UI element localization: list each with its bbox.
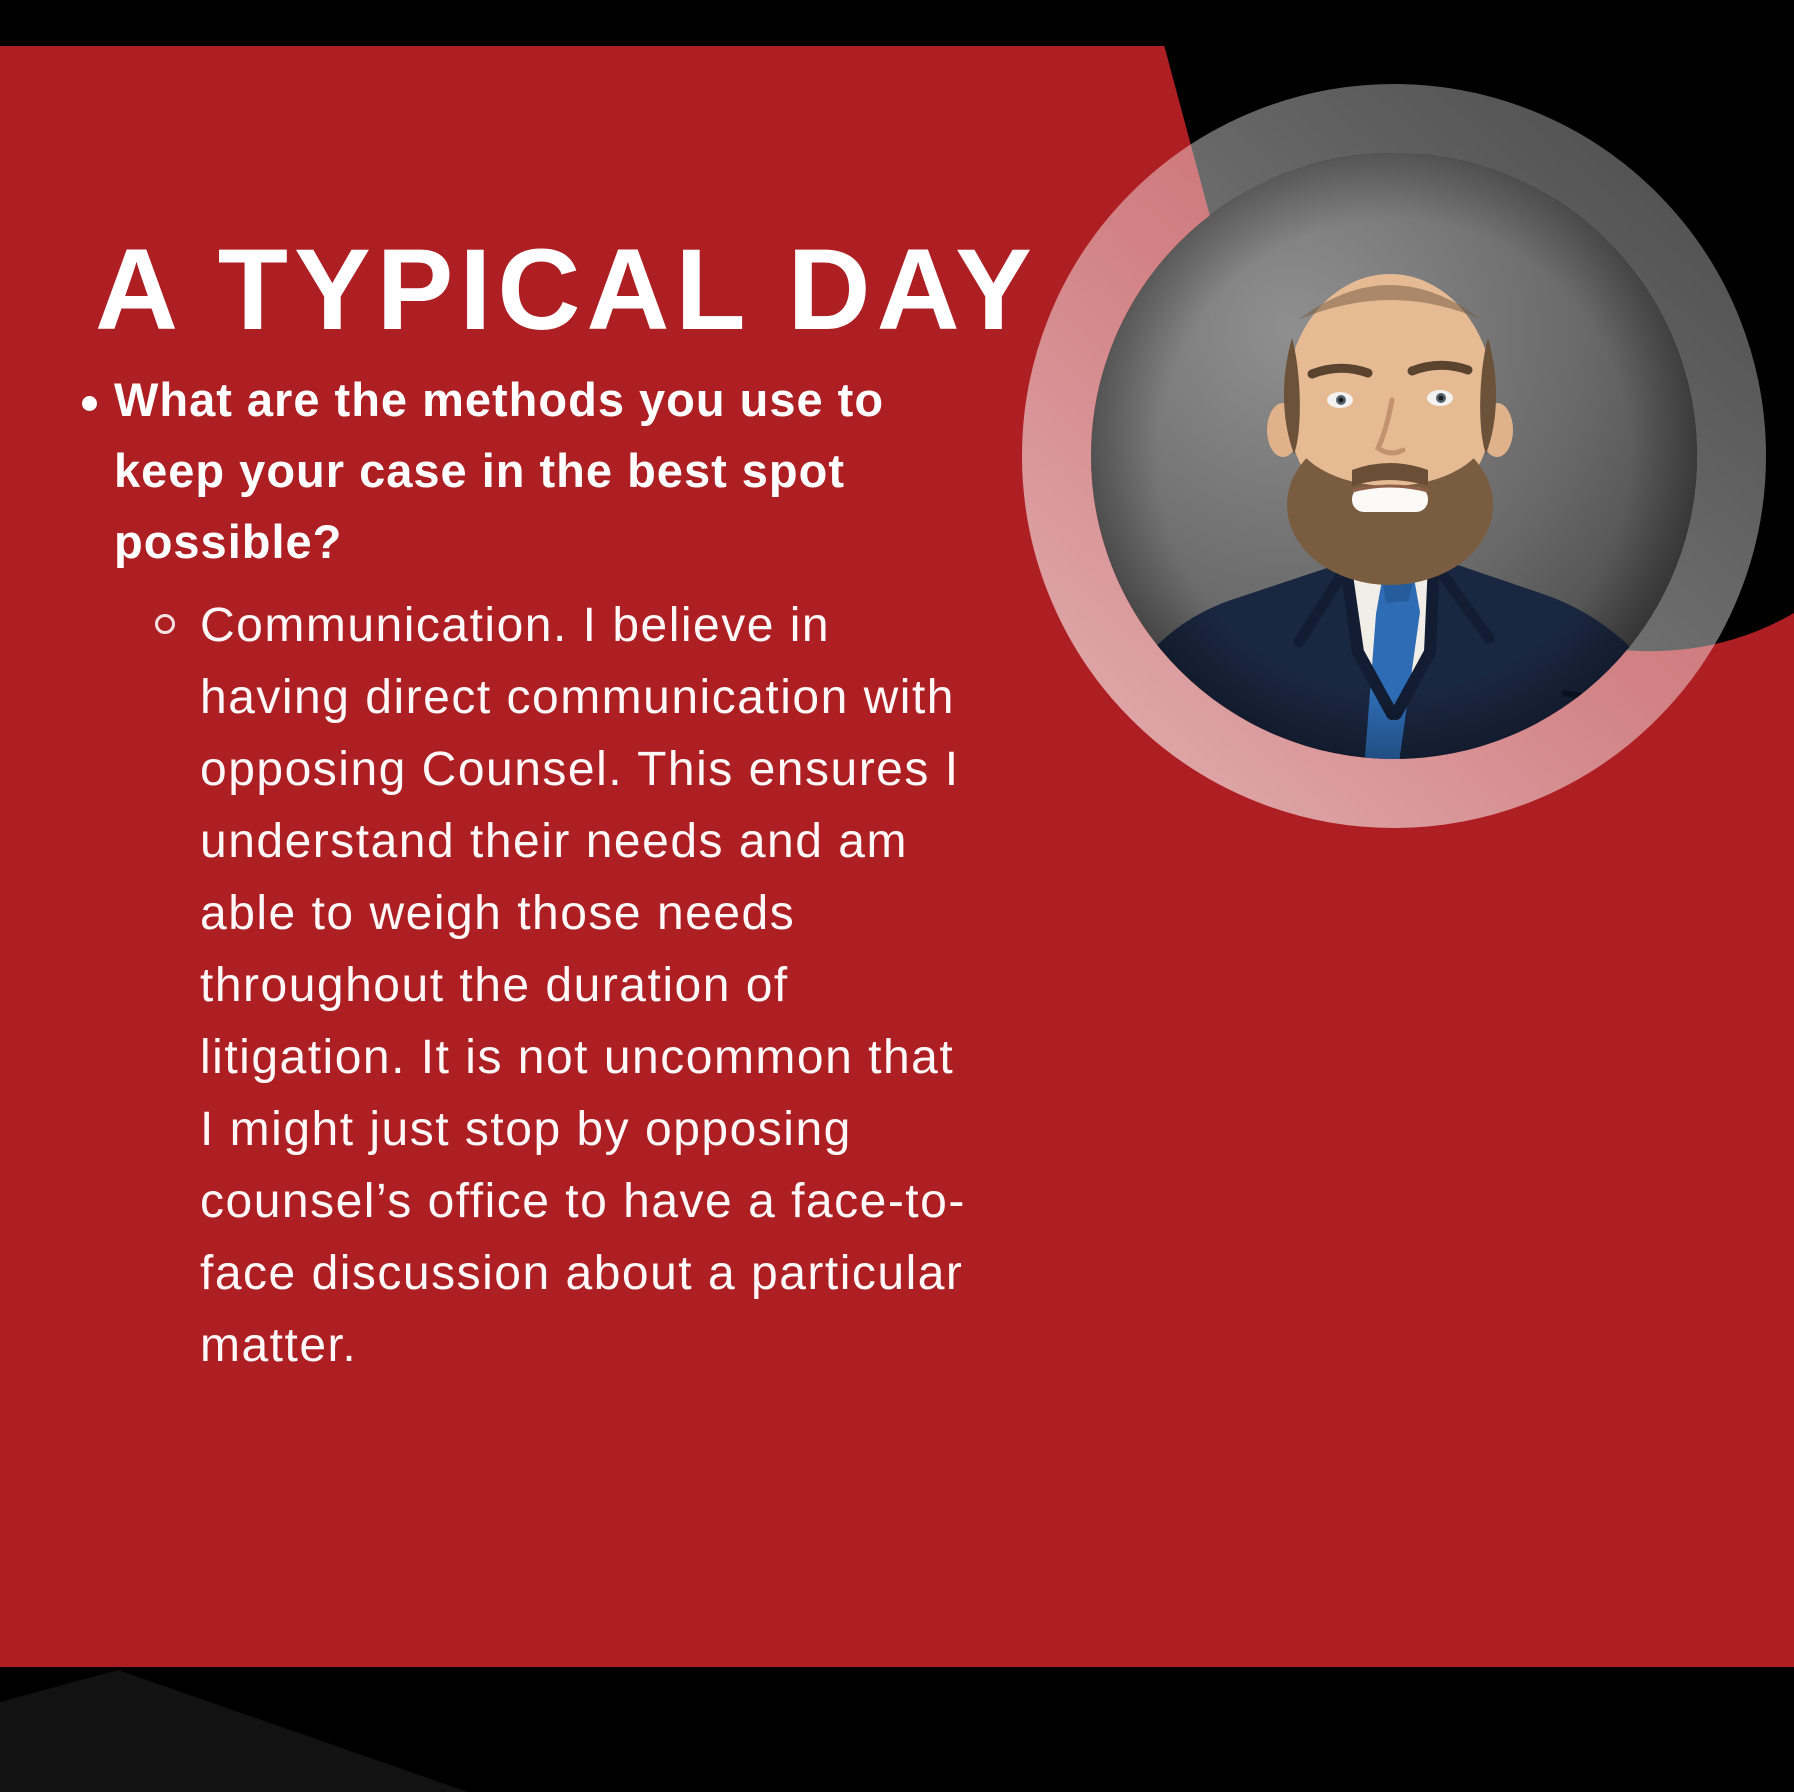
question-block xyxy=(114,364,974,577)
answer-line: I might just stop by opposing xyxy=(200,1103,852,1156)
answer-line: able to weigh those needs xyxy=(200,887,796,940)
answer-line: litigation. It is not uncommon that xyxy=(200,1031,955,1084)
answer-line: having direct communication with xyxy=(200,671,955,724)
answer-line: matter. xyxy=(200,1319,358,1372)
answer-line: counsel’s office to have a face-to- xyxy=(200,1175,966,1228)
answer-line: face discussion about a particular xyxy=(200,1247,964,1300)
answer-line: Communication. I believe in xyxy=(200,599,831,652)
answer-line: opposing Counsel. This ensures I xyxy=(200,743,960,796)
question-line: possible? xyxy=(114,515,343,568)
answer-line: understand their needs and am xyxy=(200,815,908,868)
page-title: A TYPICAL DAY xyxy=(95,226,1038,355)
black-top-bar xyxy=(0,0,1794,46)
bullet-dot-icon xyxy=(82,396,97,411)
question-line: What are the methods you use to xyxy=(114,373,885,426)
question-line: keep your case in the best spot xyxy=(114,444,845,497)
answer-line: throughout the duration of xyxy=(200,959,789,1012)
circle-bullet-icon xyxy=(155,614,175,634)
answer-block xyxy=(200,590,1120,1382)
